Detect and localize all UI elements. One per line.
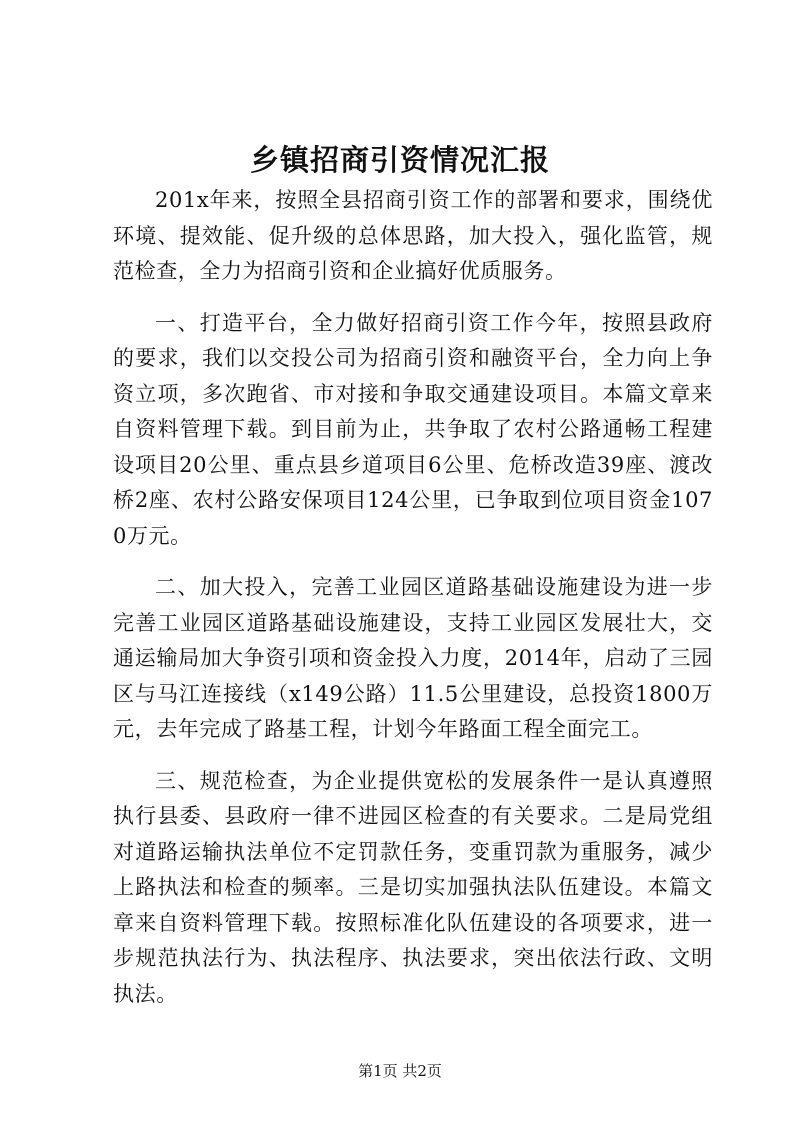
intro-paragraph: 201x年来，按照全县招商引资工作的部署和要求，围绕优环境、提效能、促升级的总体思路，加大投入，强化监管，规范检查，全力为招商引资和企业搞好优质服务。 <box>113 188 713 283</box>
page-number-footer: 第1页 共2页 <box>358 1062 442 1080</box>
section-1-paragraph: 一、打造平台，全力做好招商引资工作今年，按照县政府的要求，我们以交投公司为招商引资和融资平台，全力向上争资立项，多次跑省、市对接和争取交通建设项目。本篇文章来自资料管理下载。到目前为止，共争取了农村公路通畅工程建设项目20公里、重点县乡道项目6公里、危桥改造39座、渡改桥2座、农村公路安保项目124公里，已争取到位项目资金1070万元。 <box>113 310 713 548</box>
document-body <box>113 183 713 1028</box>
document-title: 乡镇招商引资情况汇报 <box>249 143 550 177</box>
section-2-paragraph: 二、加大投入，完善工业园区道路基础设施建设为进一步完善工业园区道路基础设施建设，支持工业园区发展壮大，交通运输局加大争资引项和资金投入力度，2014年，启动了三园区与马江连接线（x149公路）11.5公里建设，总投资1800万元，去年完成了路基工程，计划今年路面工程全面完工。 <box>113 575 713 741</box>
section-3-paragraph: 三、规范检查，为企业提供宽松的发展条件一是认真遵照执行县委、县政府一律不进园区检查的有关要求。二是局党组对道路运输执法单位不定罚款任务，变重罚款为重服务，减少上路执法和检查的频率。三是切实加强执法队伍建设。本篇文章来自资料管理下载。按照标准化队伍建设的各项要求，进一步规范执法行为、执法程序、执法要求，突出依法行政、文明执法。 <box>113 768 713 1006</box>
